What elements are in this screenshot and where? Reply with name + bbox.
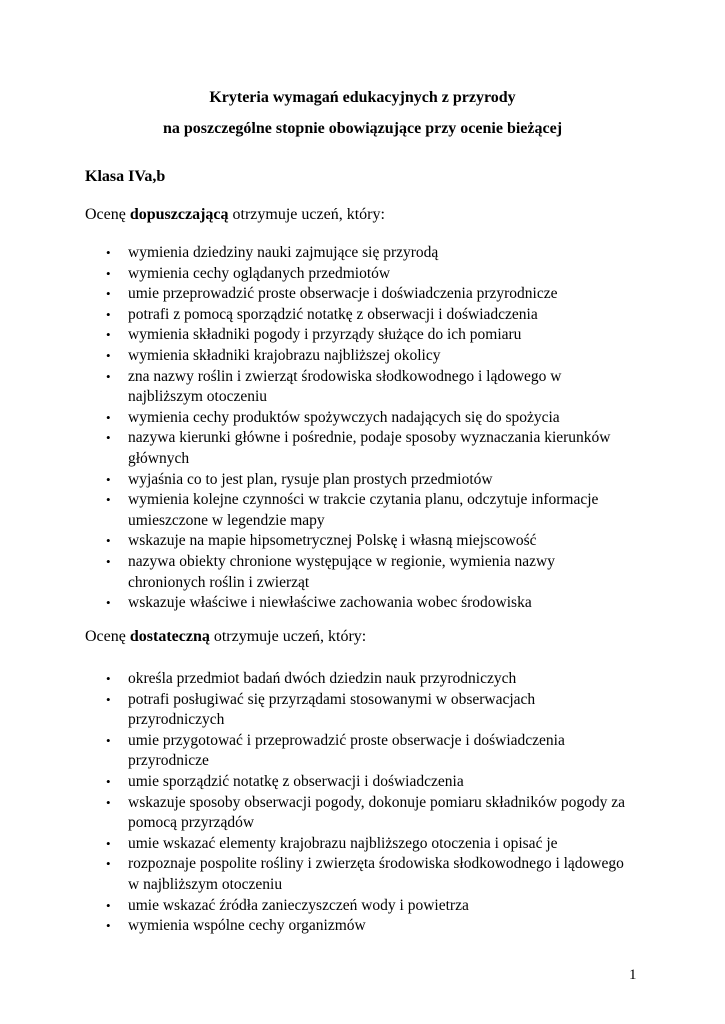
grade-name: dostateczną	[129, 628, 210, 645]
list-item-text: wskazuje sposoby obserwacji pogody, dokonuje pomiaru składników pogody za pomocą przyrządów	[128, 793, 626, 832]
list-item-text: wymienia cechy oglądanych przedmiotów	[128, 264, 391, 282]
list-item	[106, 854, 626, 895]
list-item-text: umie przeprowadzić proste obserwacje i doświadczenia przyrodnicze	[128, 285, 558, 303]
page-number: 1	[629, 967, 637, 983]
list-item	[106, 490, 626, 531]
list-item	[106, 772, 626, 793]
bullet-icon: •	[106, 918, 111, 934]
list-item	[106, 834, 626, 855]
list-item-text: wyjaśnia co to jest plan, rysuje plan prostych przedmiotów	[128, 470, 493, 488]
list-item	[106, 916, 626, 937]
list-item-text: potrafi z pomocą sporządzić notatkę z obserwacji i doświadczenia	[128, 305, 538, 323]
list-item-text: zna nazwy roślin i zwierząt środowiska słodkowodnego i lądowego w najbliższym otoczeniu	[128, 367, 562, 406]
list-item	[106, 305, 626, 326]
list-item	[106, 731, 626, 772]
bullet-icon: •	[106, 794, 111, 810]
bullet-icon: •	[106, 471, 111, 487]
list-item	[106, 793, 626, 834]
grade-intro-prefix: Ocenę	[85, 206, 130, 223]
bullet-icon: •	[106, 492, 111, 508]
list-item-text: wymienia dziedziny nauki zajmujące się przyrodą	[128, 244, 439, 261]
bullet-icon: •	[106, 347, 111, 363]
bullet-icon: •	[106, 533, 111, 549]
list-item	[106, 346, 626, 367]
bullet-icon: •	[106, 671, 111, 686]
grade-intro-suffix: otrzymuje uczeń, który:	[228, 206, 385, 223]
list-item-text: nazywa kierunki główne i pośrednie, podaje sposoby wyznaczania kierunków głównych	[128, 429, 611, 467]
bullet-icon: •	[106, 691, 111, 707]
list-item-text: wskazuje właściwe i niewłaściwe zachowania wobec środowiska	[128, 594, 532, 612]
document-subtitle: na poszczególne stopnie obowiązujące przy ocenie bieżącej	[162, 120, 563, 137]
bullet-icon: •	[106, 595, 111, 611]
bullet-icon: •	[106, 327, 111, 343]
list-item	[106, 531, 626, 552]
list-item	[106, 367, 626, 408]
bullet-icon: •	[106, 245, 111, 260]
list-item-text: wymienia kolejne czynności w trakcie czytania planu, odczytuje informacje umieszczone w legendzie mapy	[128, 491, 599, 529]
bullet-icon: •	[106, 368, 111, 384]
criteria-list-dopuszczajaca	[106, 243, 626, 614]
list-item-text: potrafi posługiwać się przyrządami stosowanymi w obserwacjach przyrodniczych	[128, 690, 536, 729]
list-item-text: wymienia wspólne cechy organizmów	[128, 917, 366, 935]
grade-intro-suffix: otrzymuje uczeń, który:	[209, 628, 367, 645]
bullet-icon: •	[106, 897, 111, 913]
list-item-text: umie wskazać źródła zanieczyszczeń wody i powietrza	[128, 896, 469, 914]
list-item	[106, 428, 626, 469]
grade-intro-prefix: Ocenę	[85, 628, 130, 645]
list-item	[106, 896, 626, 917]
list-item	[106, 408, 626, 429]
bullet-icon: •	[106, 856, 111, 872]
list-item-text: wymienia składniki pogody i przyrządy służące do ich pomiaru	[128, 326, 522, 344]
list-item	[106, 284, 626, 305]
list-item	[106, 325, 626, 346]
list-item	[106, 264, 626, 285]
list-item-text: umie sporządzić notatkę z obserwacji i doświadczenia	[128, 772, 464, 790]
criteria-list-dostateczna	[106, 669, 626, 937]
list-item	[106, 470, 626, 491]
list-item-text: wymienia cechy produktów spożywczych nadających się do spożycia	[128, 408, 560, 426]
grade-name: dopuszczającą	[129, 206, 229, 223]
list-item	[106, 552, 626, 593]
list-item-text: umie przygotować i przeprowadzić proste obserwacje i doświadczenia przyrodnicze	[128, 731, 565, 770]
bullet-icon: •	[106, 286, 111, 302]
list-item	[106, 669, 626, 690]
list-item-text: wymienia składniki krajobrazu najbliższej okolicy	[128, 346, 441, 364]
bullet-icon: •	[106, 732, 111, 748]
document-title: Kryteria wymagań edukacyjnych z przyrody	[209, 89, 516, 106]
list-item-text: określa przedmiot badań dwóch dziedzin nauk przyrodniczych	[128, 670, 517, 687]
bullet-icon: •	[106, 773, 111, 789]
list-item	[106, 690, 626, 731]
list-item	[106, 593, 626, 614]
bullet-icon: •	[106, 265, 111, 281]
list-item-text: rozpoznaje pospolite rośliny i zwierzęta środowiska słodkowodnego i lądowego w najbliższym otoczeniu	[128, 855, 624, 893]
bullet-icon: •	[106, 835, 111, 851]
grade-intro-dopuszczajaca	[85, 205, 385, 225]
bullet-icon: •	[106, 553, 111, 569]
list-item-text: wskazuje na mapie hipsometrycznej Polskę i własną miejscowość	[128, 532, 537, 550]
list-item	[106, 243, 626, 264]
grade-intro-dostateczna	[85, 627, 366, 647]
bullet-icon: •	[106, 306, 111, 322]
bullet-icon: •	[106, 409, 111, 425]
list-item-text: umie wskazać elementy krajobrazu najbliższego otoczenia i opisać je	[128, 834, 558, 852]
bullet-icon: •	[106, 430, 111, 446]
class-heading: Klasa IVa,b	[85, 168, 166, 185]
list-item-text: nazywa obiekty chronione występujące w regionie, wymienia nazwy chronionych roślin i zwierząt	[128, 552, 555, 591]
